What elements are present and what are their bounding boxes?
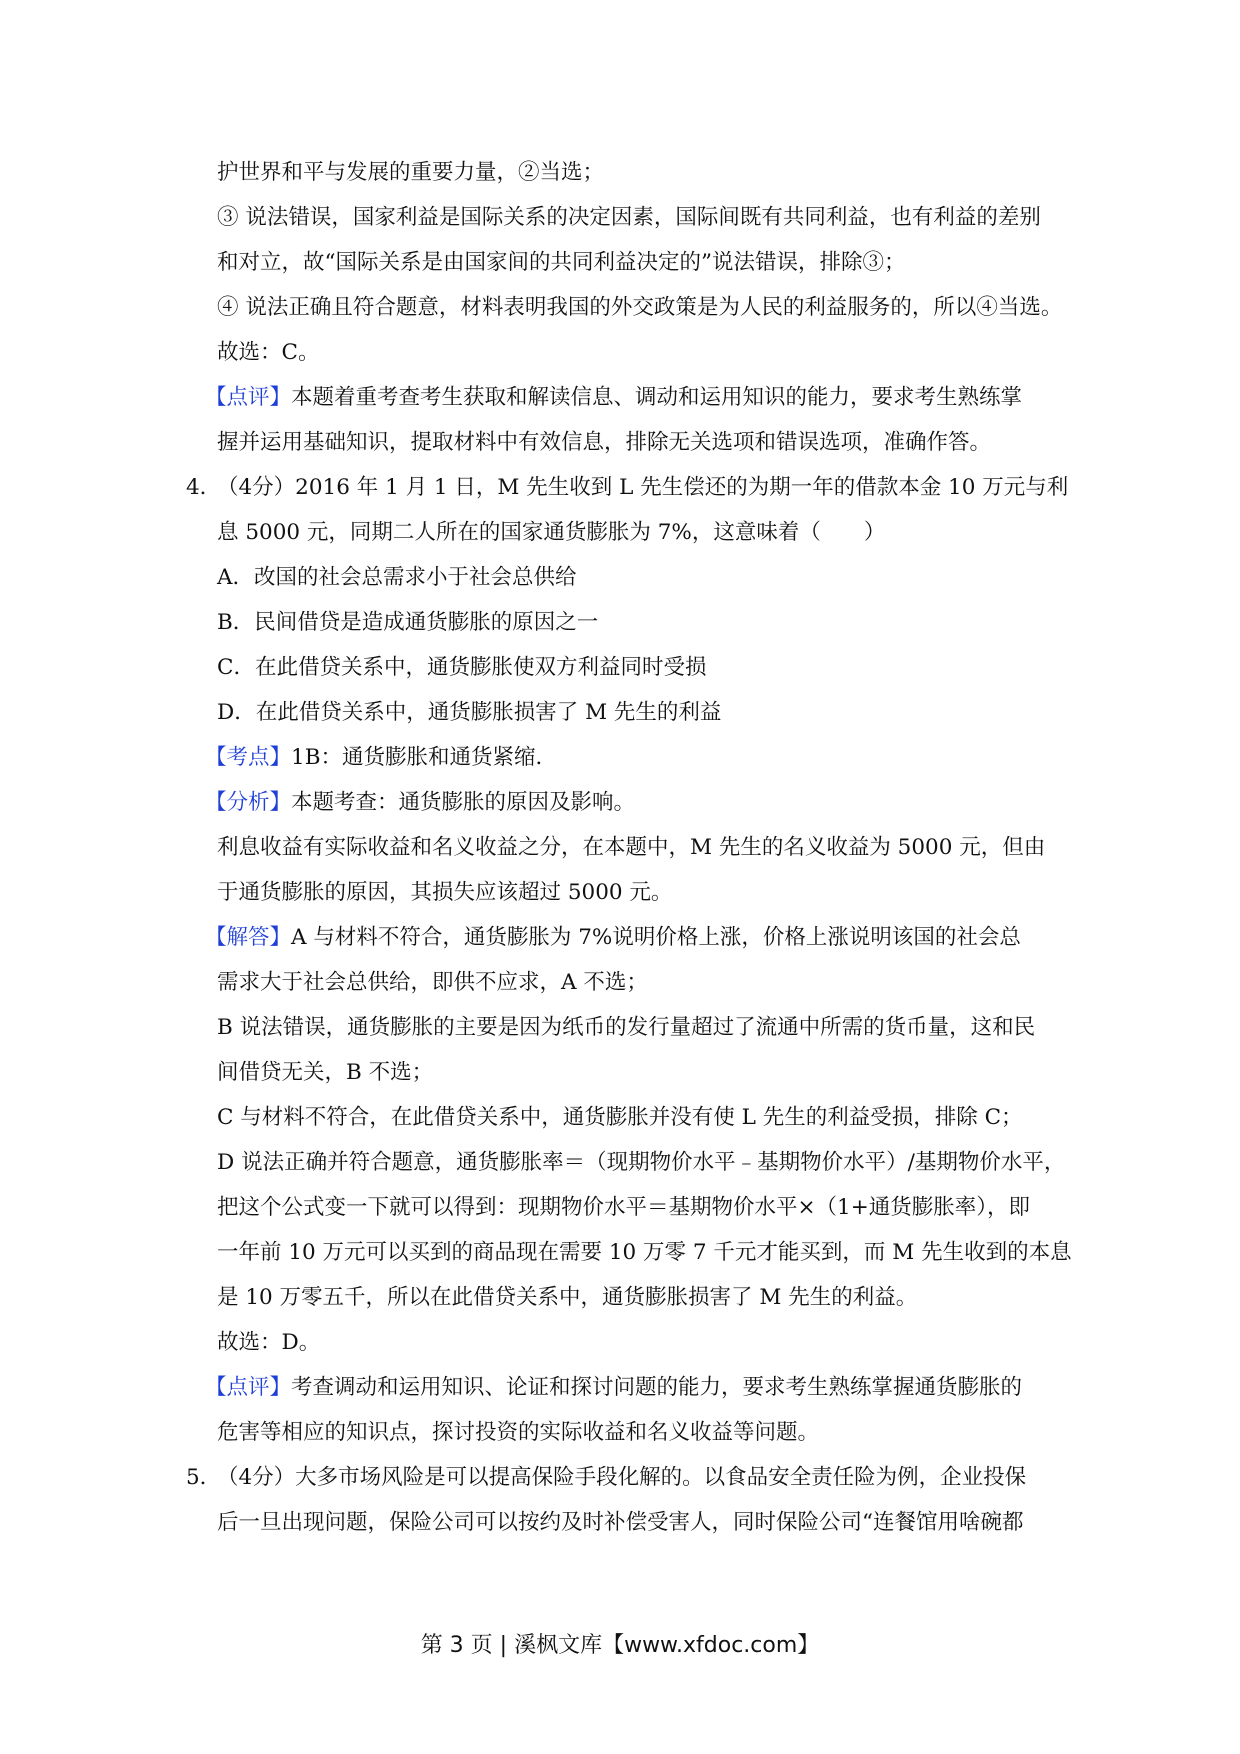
question-stem: （4分）2016 年 1 月 1 日，M 先生收到 L 先生偿还的为期一年的借款本金 10 万元与利 <box>217 475 1069 500</box>
text-line: D 说法正确并符合题意，通货膨胀率＝（现期物价水平﹣基期物价水平）/基期物价水平， <box>217 1150 1066 1175</box>
comment-paragraph <box>205 383 1022 413</box>
kaodian-text: 1B：通货膨胀和通货紧缩． <box>291 745 557 770</box>
text-line: 利息收益有实际收益和名义收益之分，在本题中，M 先生的名义收益为 5000 元，但由 <box>217 835 1046 860</box>
comment-tag: 【点评】 <box>205 1375 292 1400</box>
text-line: 握并运用基础知识，提取材料中有效信息，排除无关选项和错误选项，准确作答。 <box>217 430 992 455</box>
text-line: 是 10 万零五千，所以在此借贷关系中，通货膨胀损害了 M 先生的利益。 <box>217 1285 918 1310</box>
page-footer: 第 3 页 | 溪枫文库【www.xfdoc.com】 <box>420 1633 820 1658</box>
question-number: 4． <box>186 475 222 500</box>
answer-line: 故选：D。 <box>217 1330 321 1355</box>
text-line: B 说法错误，通货膨胀的主要是因为纸币的发行量超过了流通中所需的货币量，这和民 <box>217 1015 1036 1040</box>
option-a: A．改国的社会总需求小于社会总供给 <box>217 565 577 590</box>
question-number: 5． <box>186 1465 222 1490</box>
text-line: 需求大于社会总供给，即供不应求，A 不选； <box>217 970 648 995</box>
question-stem: 后一旦出现问题，保险公司可以按约及时补偿受害人，同时保险公司“连餐馆用啥碗都 <box>217 1510 1024 1535</box>
kaodian-paragraph <box>205 743 557 773</box>
text-line: ③ 说法错误，国家利益是国际关系的决定因素，国际间既有共同利益，也有利益的差别 <box>217 205 1041 230</box>
comment-text: 本题着重考查考生获取和解读信息、调动和运用知识的能力，要求考生熟练掌 <box>291 385 1023 410</box>
text-line: 于通货膨胀的原因，其损失应该超过 5000 元。 <box>217 880 673 905</box>
text-line: 护世界和平与发展的重要力量，②当选； <box>217 160 605 185</box>
jieda-tag: 【解答】 <box>205 925 292 950</box>
kaodian-tag: 【考点】 <box>205 745 292 770</box>
text-line: C 与材料不符合，在此借贷关系中，通货膨胀并没有使 L 先生的利益受损，排除 C； <box>217 1105 1023 1130</box>
option-b: B．民间借贷是造成通货膨胀的原因之一 <box>217 610 599 635</box>
jieda-paragraph <box>205 923 1021 953</box>
fenxi-text: 本题考查：通货膨胀的原因及影响。 <box>291 790 636 815</box>
question-stem: 息 5000 元，同期二人所在的国家通货膨胀为 7%，这意味着（ ） <box>217 520 886 545</box>
text-line: ④ 说法正确且符合题意，材料表明我国的外交政策是为人民的利益服务的，所以④当选。 <box>217 295 1063 320</box>
option-d: D．在此借贷关系中，通货膨胀损害了 M 先生的利益 <box>217 700 722 725</box>
text-line: 故选：C。 <box>217 340 320 365</box>
text-line: 间借贷无关，B 不选； <box>217 1060 434 1085</box>
text-line: 一年前 10 万元可以买到的商品现在需要 10 万零 7 千元才能买到，而 M 先生收到的本息 <box>217 1240 1072 1265</box>
text-line: 把这个公式变一下就可以得到：现期物价水平＝基期物价水平×（1+通货膨胀率），即 <box>217 1195 1030 1220</box>
comment-tag: 【点评】 <box>205 385 292 410</box>
fenxi-tag: 【分析】 <box>205 790 292 815</box>
text-line: 危害等相应的知识点，探讨投资的实际收益和名义收益等问题。 <box>217 1420 820 1445</box>
fenxi-paragraph <box>205 788 635 818</box>
text-line: 和对立，故“国际关系是由国家间的共同利益决定的”说法错误，排除③； <box>217 250 906 275</box>
comment-paragraph <box>205 1373 1022 1403</box>
question-stem: （4分）大多市场风险是可以提高保险手段化解的。以食品安全责任险为例，企业投保 <box>217 1465 1027 1490</box>
jieda-text: A 与材料不符合，通货膨胀为 7%说明价格上涨，价格上涨说明该国的社会总 <box>291 925 1021 950</box>
option-c: C．在此借贷关系中，通货膨胀使双方利益同时受损 <box>217 655 707 680</box>
comment-text: 考查调动和运用知识、论证和探讨问题的能力，要求考生熟练掌握通货膨胀的 <box>291 1375 1023 1400</box>
